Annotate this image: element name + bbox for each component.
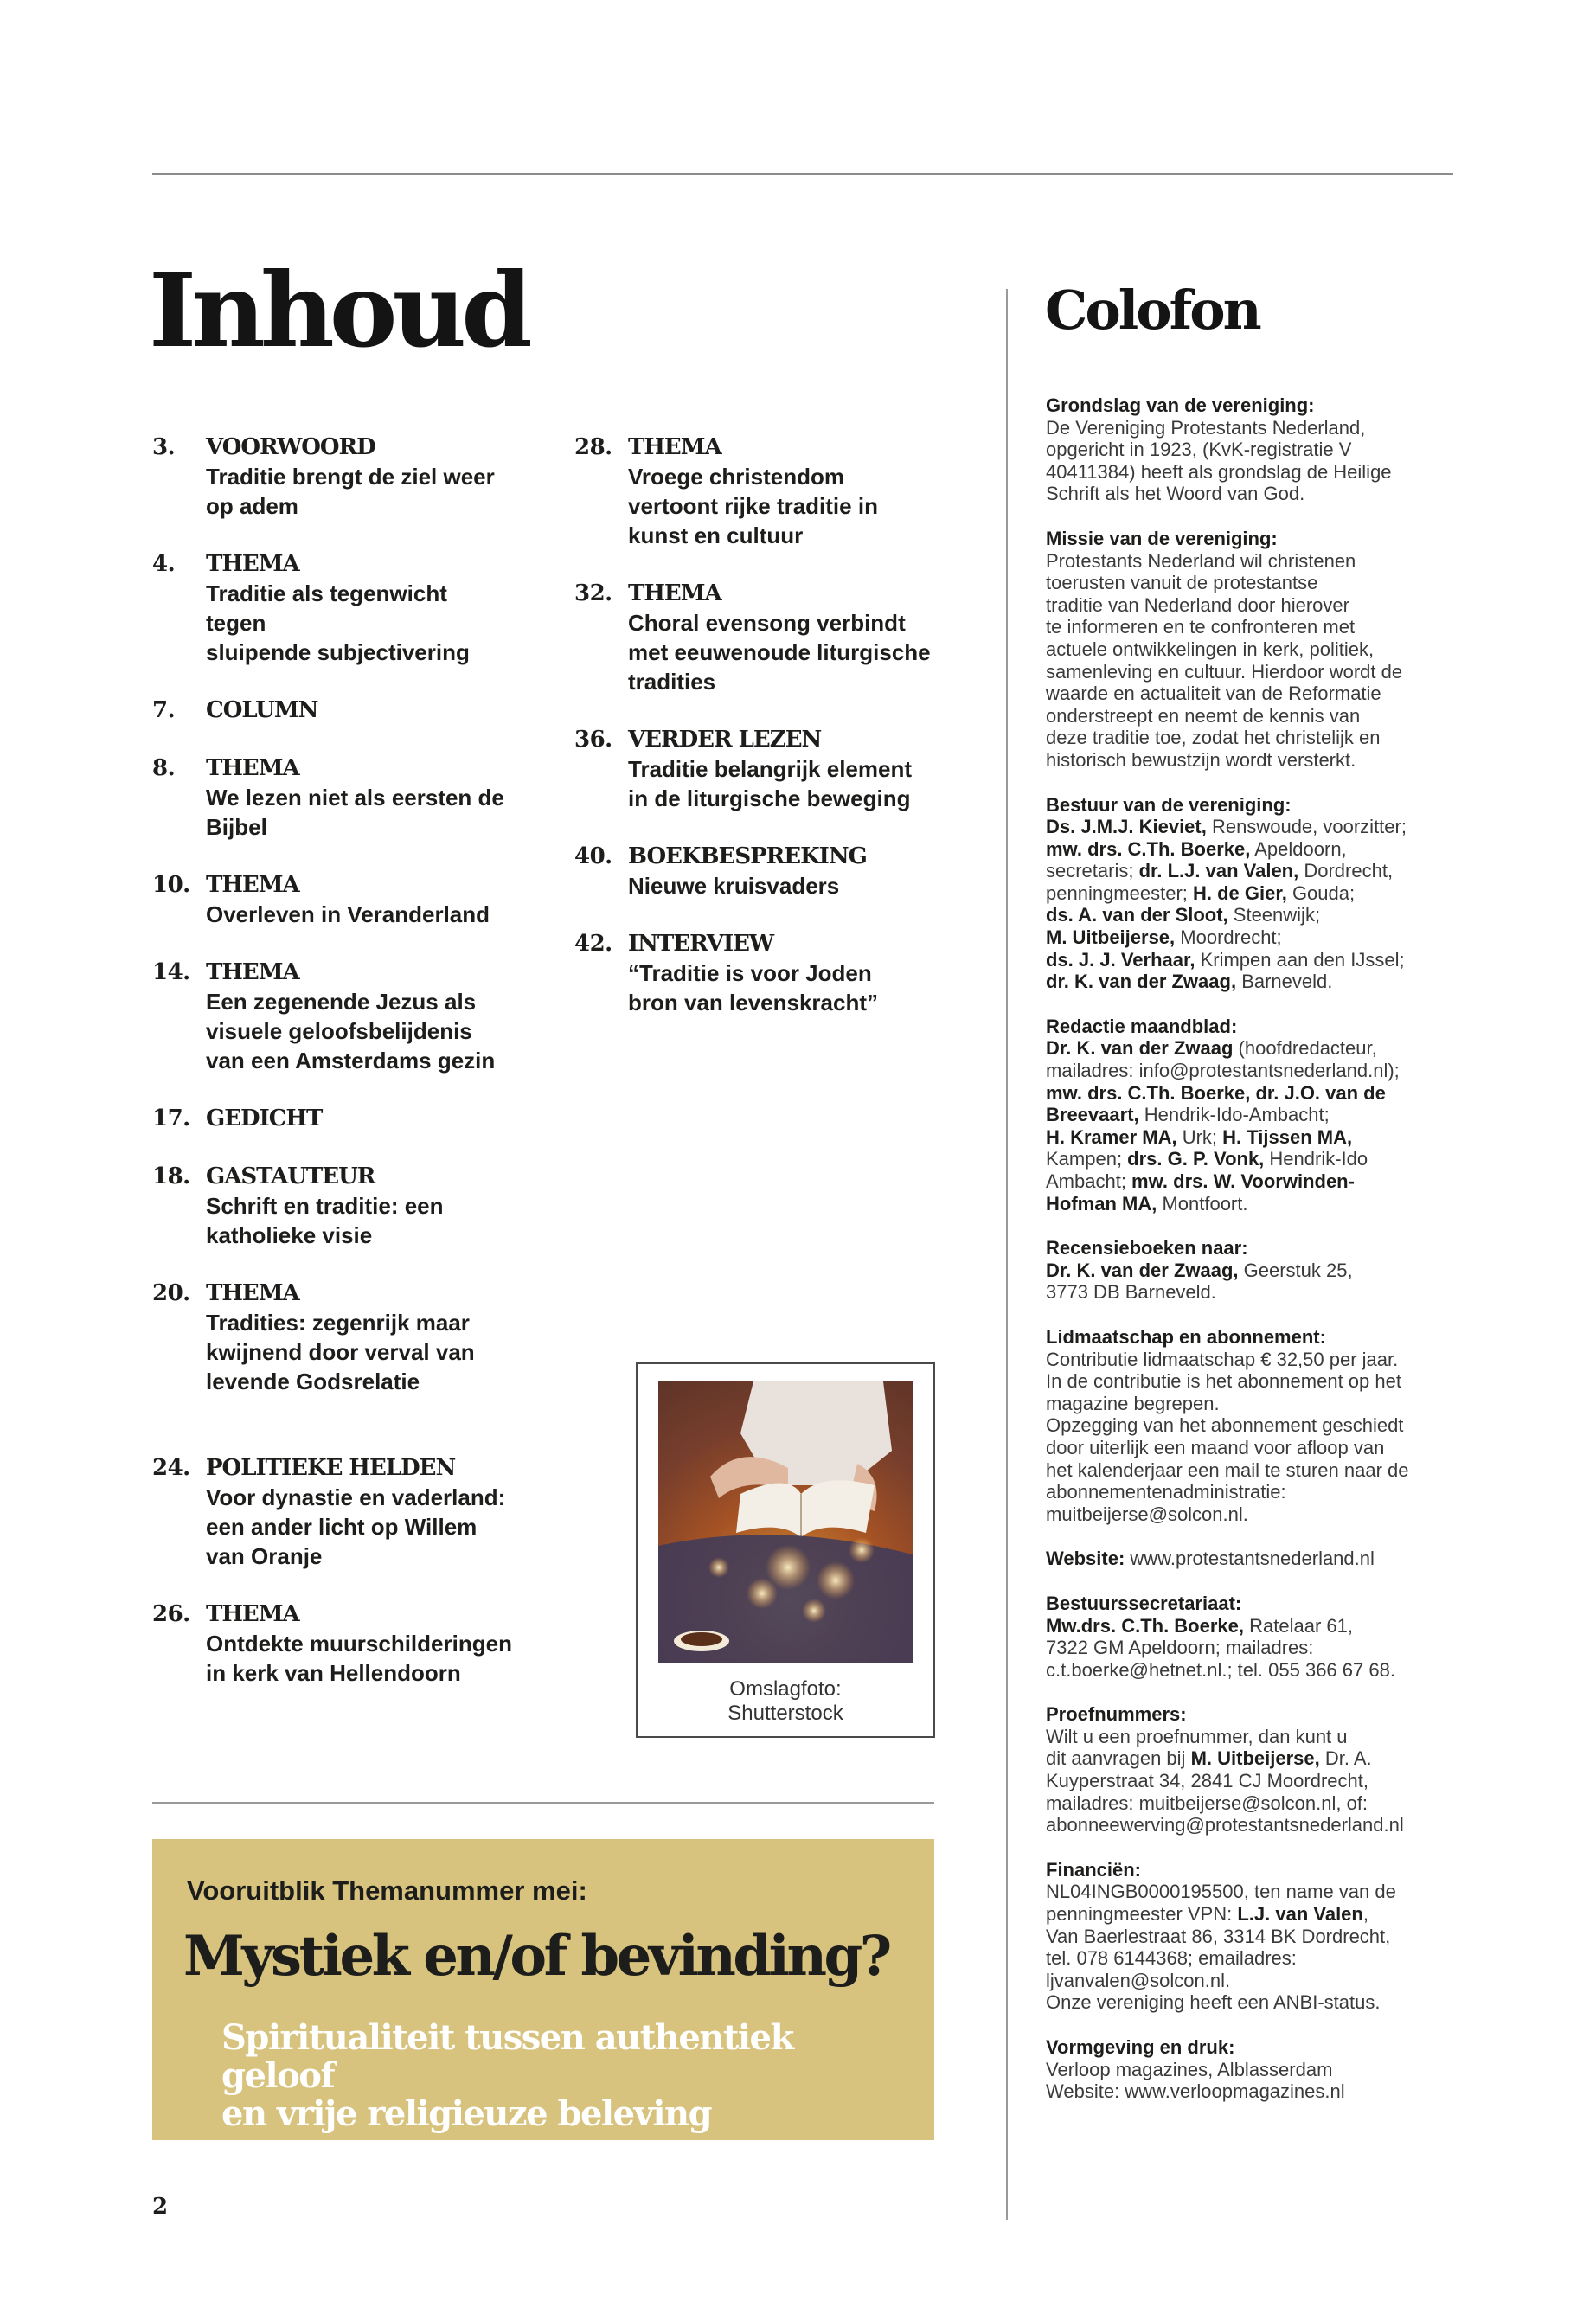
- person-detail: Steenwijk;: [1233, 904, 1321, 926]
- toc-article-title: Traditie als tegenwicht tegen sluipende subjectivering: [206, 580, 470, 665]
- person-name: drs. G. P. Vonk,: [1127, 1148, 1265, 1170]
- toc-entry[interactable]: [152, 753, 550, 842]
- colofon-proefnummers: [1046, 1703, 1461, 1836]
- toc-page-number: 8.: [152, 755, 176, 781]
- toc-entry[interactable]: [574, 579, 972, 696]
- person-name: mw. drs. C.Th. Boerke,: [1046, 837, 1251, 860]
- text-part: NL04INGB0000195500, ten name van de penningmeester VPN:: [1046, 1881, 1396, 1926]
- toc-category: THEMA: [206, 755, 299, 781]
- website-label: Website:: [1046, 1548, 1125, 1570]
- person-name: M. Uitbeijerse,: [1046, 926, 1176, 949]
- toc-category: THEMA: [206, 1601, 299, 1627]
- colofon-heading: Bestuur van de vereniging:: [1046, 793, 1292, 816]
- person-detail: Barneveld.: [1236, 971, 1333, 993]
- toc-page-number: 17.: [152, 1106, 190, 1131]
- toc-page-number: 7.: [152, 697, 176, 723]
- person-name: dr. L.J. van Valen,: [1138, 860, 1299, 882]
- toc-article-title: Choral evensong verbindt met eeuwenoude liturgische tradities: [628, 610, 931, 695]
- colofon-heading: Bestuurssecretariaat:: [1046, 1592, 1242, 1614]
- toc-left-column: [152, 433, 550, 1716]
- colofon-missie: [1046, 528, 1461, 772]
- toc-article-title: Voor dynastie en vaderland: een ander licht op Willem van Oranje: [206, 1484, 506, 1569]
- column-divider: [1006, 289, 1008, 2220]
- toc-page-number: 18.: [152, 1163, 190, 1189]
- toc-entry[interactable]: [574, 725, 972, 813]
- person-name: L.J. van Valen: [1237, 1903, 1363, 1926]
- toc-entry[interactable]: [152, 433, 550, 521]
- colofon-text: Protestants Nederland wil christenen toerusten vanuit de protestantse traditie van Nederland door hierover te informeren en te confronteren met actuele ontwikkelingen in kerk, politiek, samenleving en cultuur. Hierdoor wordt de waarde en actualiteit van de Reformatie onderstreept en neemt de kennis van deze traditie toe, zodat het christelijk en historisch bewustzijn wordt versterkt.: [1046, 549, 1403, 771]
- colofon-heading: Vormgeving en druk:: [1046, 2036, 1235, 2058]
- colofon-text: Contributie lidmaatschap € 32,50 per jaar. In de contributie is het abonnement op het magazine begrepen. Opzegging van het abonnement geschiedt door uiterlijk een maand voor afloop van het kalenderjaar een mail te sturen naar de abonnementenadministratie: muitbeijerse@solcon.nl.: [1046, 1348, 1409, 1525]
- toc-category: VERDER LEZEN: [628, 727, 822, 753]
- person-detail: Kampen;: [1046, 1148, 1123, 1170]
- toc-article-title: “Traditie is voor Joden bron van levenskracht”: [628, 960, 878, 1016]
- person-name: H. de Gier,: [1193, 881, 1287, 904]
- toc-article-title: Traditie belangrijk element in de liturgische beweging: [628, 756, 912, 811]
- colofon-grondslag: [1046, 394, 1461, 505]
- toc-category: BOEKBESPREKING: [628, 843, 867, 869]
- preview-label: Vooruitblik Themanummer mei:: [187, 1875, 587, 1906]
- preview-title: Mystiek en/of bevinding?: [183, 1924, 889, 1989]
- colofon-redactie: [1046, 1016, 1461, 1215]
- colofon-text: [1046, 1726, 1404, 1836]
- colofon-text: [1046, 1037, 1400, 1214]
- toc-article-title: Een zegenende Jezus als visuele geloofsbelijdenis van een Amsterdams gezin: [206, 989, 496, 1074]
- colofon-title: Colofon: [1045, 279, 1259, 342]
- person-name: ds. A. van der Sloot,: [1046, 904, 1228, 926]
- person-detail: Gouda;: [1292, 881, 1356, 904]
- person-name: Dr. K. van der Zwaag: [1046, 1037, 1234, 1060]
- toc-category: THEMA: [206, 1280, 299, 1306]
- toc-entry[interactable]: [152, 695, 550, 725]
- person-detail: Moordrecht;: [1180, 926, 1282, 949]
- inhoud-title: Inhoud: [149, 250, 528, 370]
- toc-article-title: Schrift en traditie: een katholieke visie: [206, 1193, 444, 1248]
- person-name: M. Uitbeijerse,: [1190, 1747, 1320, 1770]
- toc-entry[interactable]: [574, 433, 972, 550]
- toc-category: POLITIEKE HELDEN: [206, 1455, 456, 1481]
- toc-page-number: 40.: [574, 843, 612, 869]
- toc-entry[interactable]: [152, 1104, 550, 1133]
- person-detail: Renswoude, voorzitter;: [1211, 816, 1407, 838]
- colofon-secretariaat: [1046, 1593, 1461, 1681]
- person-detail: Urk;: [1176, 1125, 1223, 1148]
- colofon-text: [1046, 816, 1407, 992]
- person-detail: Dordrecht, penningmeester;: [1046, 860, 1394, 904]
- toc-entry[interactable]: [152, 958, 550, 1075]
- colofon: [1046, 394, 1461, 2125]
- toc-article-title: Traditie brengt de ziel weer op adem: [206, 464, 495, 519]
- text-part: Dr. A. Kuyperstraat 34, 2841 CJ Moordrecht, mailadres: muitbeijerse@solcon.nl, of: abonneewerving@protestantsnederland.nl: [1046, 1747, 1404, 1836]
- person-name: dr. K. van der Zwaag,: [1046, 971, 1237, 993]
- toc-article-title: Vroege christendom vertoont rijke traditie in kunst en cultuur: [628, 464, 878, 548]
- toc-page-number: 10.: [152, 872, 190, 898]
- colofon-text: Verloop magazines, Alblasserdam Website: www.verloopmagazines.nl: [1046, 2058, 1345, 2103]
- toc-category: THEMA: [206, 551, 299, 577]
- toc-page-number: 28.: [574, 434, 612, 460]
- toc-entry[interactable]: [152, 549, 550, 667]
- toc-entry[interactable]: [152, 1453, 550, 1571]
- preview-box: [152, 1839, 934, 2140]
- toc-article-title: We lezen niet als eersten de Bijbel: [206, 785, 504, 840]
- person-detail: Hendrik-Ido Ambacht;: [1046, 1148, 1368, 1192]
- toc-page-number: 26.: [152, 1601, 190, 1627]
- top-rule: [152, 173, 1453, 175]
- toc-entry[interactable]: [574, 842, 972, 901]
- website-link[interactable]: www.protestantsnederland.nl: [1125, 1548, 1375, 1570]
- person-detail: Hendrik-Ido-Ambacht;: [1144, 1104, 1330, 1126]
- person-name: Ds. J.M.J. Kieviet,: [1046, 816, 1207, 838]
- toc-page-number: 32.: [574, 580, 612, 606]
- colofon-heading: Proefnummers:: [1046, 1703, 1187, 1726]
- colofon-lidmaatschap: [1046, 1326, 1461, 1525]
- colofon-text: [1046, 1881, 1396, 2013]
- colofon-text: De Vereniging Protestants Nederland, opgericht in 1923, (KvK-registratie V 40411384) heeft als grondslag de Heilige Schrift als het Woord van God.: [1046, 416, 1392, 505]
- colofon-text: [1046, 1259, 1353, 1304]
- preview-subtitle: Spiritualiteit tussen authentiek geloof en vrije religieuze beleving: [221, 2017, 793, 2134]
- person-name: mw. drs. W. Voorwinden- Hofman MA,: [1046, 1170, 1355, 1215]
- colofon-heading: Lidmaatschap en abonnement:: [1046, 1325, 1326, 1348]
- person-name: ds. J. J. Verhaar,: [1046, 948, 1195, 971]
- person-detail: Montfoort.: [1157, 1192, 1248, 1215]
- toc-entry[interactable]: [152, 1599, 550, 1688]
- colofon-text: [1046, 1615, 1395, 1681]
- toc-category: THEMA: [206, 872, 299, 898]
- person-name: Mw.drs. C.Th. Boerke,: [1046, 1614, 1245, 1637]
- toc-category: INTERVIEW: [628, 931, 774, 957]
- preview-separator: [152, 1802, 934, 1804]
- person-name: H. Kramer MA,: [1046, 1125, 1177, 1148]
- person-detail: Geerstuk 25, 3773 DB Barneveld.: [1046, 1259, 1353, 1304]
- colofon-text: [1046, 1548, 1375, 1569]
- person-name: Dr. K. van der Zwaag,: [1046, 1259, 1239, 1281]
- colofon-financien: [1046, 1859, 1461, 2014]
- toc-page-number: 36.: [574, 727, 612, 753]
- toc-page-number: 14.: [152, 959, 190, 985]
- person-detail: Apeldoorn, secretaris;: [1046, 837, 1347, 882]
- toc-right-column: [574, 433, 972, 1046]
- page-number: 2: [152, 2194, 169, 2220]
- toc-category: THEMA: [628, 434, 721, 460]
- person-name: H. Tijssen MA,: [1222, 1125, 1353, 1148]
- person-detail: Krimpen aan den IJssel;: [1200, 948, 1405, 971]
- cover-photo-caption: Omslagfoto: Shutterstock: [727, 1677, 843, 1725]
- toc-article-title: Nieuwe kruisvaders: [628, 873, 840, 899]
- person-detail: Ratelaar 61, 7322 GM Apeldoorn; mailadres: c.t.boerke@hetnet.nl.; tel. 055 366 67 68.: [1046, 1614, 1395, 1681]
- colofon-heading: Missie van de vereniging:: [1046, 527, 1278, 549]
- toc-page-number: 42.: [574, 931, 612, 957]
- colofon-bestuur: [1046, 794, 1461, 993]
- cover-photo-frame: [636, 1362, 935, 1738]
- toc-category: THEMA: [206, 959, 299, 985]
- toc-article-title: Tradities: zegenrijk maar kwijnend door verval van levende Godsrelatie: [206, 1310, 475, 1394]
- person-detail: (hoofdredacteur, mailadres: info@protestantsnederland.nl);: [1046, 1037, 1400, 1082]
- toc-entry[interactable]: [574, 929, 972, 1017]
- toc-article-title: Ontdekte muurschilderingen in kerk van Hellendoorn: [206, 1631, 512, 1686]
- toc-page-number: 3.: [152, 434, 176, 460]
- toc-category: COLUMN: [206, 697, 318, 723]
- toc-entry[interactable]: [152, 1162, 550, 1250]
- cover-photo: [658, 1381, 913, 1663]
- colofon-vormgeving: [1046, 2036, 1461, 2103]
- colofon-recensie: [1046, 1237, 1461, 1304]
- colofon-website: [1046, 1548, 1461, 1570]
- colofon-heading: Recensieboeken naar:: [1046, 1237, 1248, 1259]
- toc-category: GEDICHT: [206, 1106, 323, 1131]
- person-name: mw. drs. C.Th. Boerke, dr. J.O. van de Breevaart,: [1046, 1081, 1386, 1126]
- text-part: Wilt u een proefnummer, dan kunt u dit aanvragen bij: [1046, 1725, 1348, 1770]
- toc-page-number: 4.: [152, 551, 176, 577]
- toc-page-number: 20.: [152, 1280, 190, 1306]
- toc-category: THEMA: [628, 580, 721, 606]
- toc-page-number: 24.: [152, 1455, 190, 1481]
- toc-category: GASTAUTEUR: [206, 1163, 375, 1189]
- toc-entry[interactable]: [152, 1279, 550, 1396]
- colofon-heading: Financiën:: [1046, 1858, 1142, 1881]
- toc-category: VOORWOORD: [206, 434, 375, 460]
- text-part: , Van Baerlestraat 86, 3314 BK Dordrecht, tel. 078 6144368; emailadres: ljvanvalen@solcon.nl. Onze vereniging heeft een ANBI-status.: [1046, 1903, 1391, 2014]
- toc-entry[interactable]: [152, 870, 550, 929]
- toc-article-title: Overleven in Veranderland: [206, 901, 490, 927]
- colofon-heading: Grondslag van de vereniging:: [1046, 394, 1315, 416]
- colofon-heading: Redactie maandblad:: [1046, 1015, 1238, 1037]
